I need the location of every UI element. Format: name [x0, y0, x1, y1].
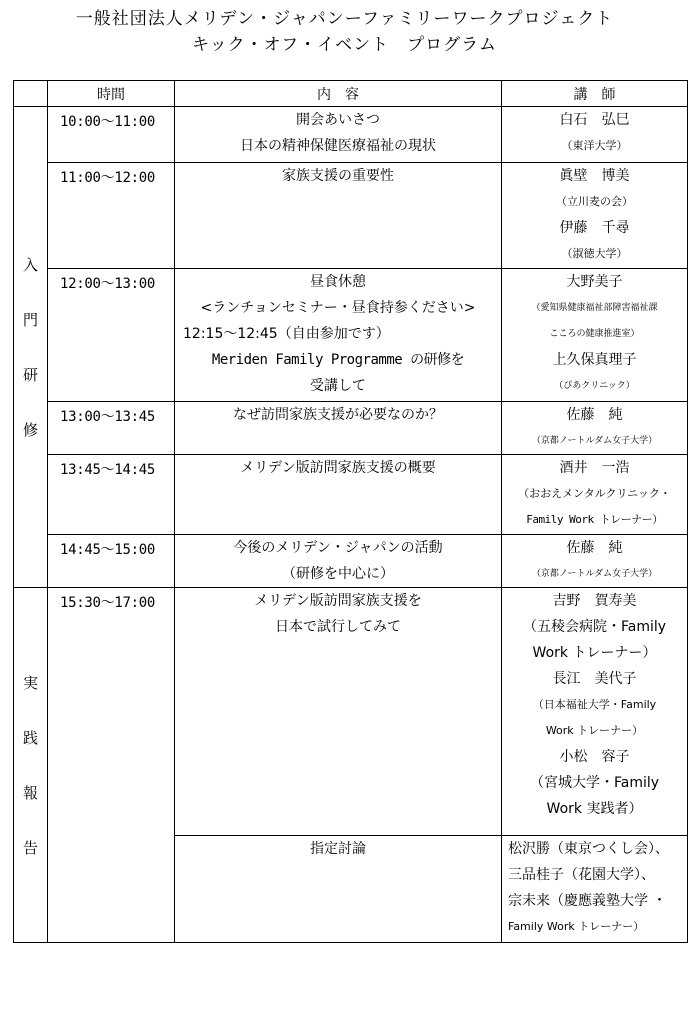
lecturer-cell: 大野美子 （愛知県健康福祉部障害福祉課 こころの健康推進室） 上久保真理子 （ぴあクリニック）: [502, 269, 688, 402]
header-lecturer: 講 師: [502, 81, 688, 107]
header-content: 内 容: [175, 81, 502, 107]
content-cell: 開会あいさつ 日本の精神保健医療福祉の現状: [175, 107, 502, 163]
content-cell: なぜ訪問家族支援が必要なのか？: [175, 402, 502, 455]
content-cell: メリデン版訪問家族支援の概要: [175, 455, 502, 535]
time-cell: 11:00～12:00: [48, 163, 175, 269]
document-subtitle: キック・オフ・イベント プログラム: [192, 35, 497, 55]
content-cell: 昼食休憩 <ランチョンセミナー・昼食持参ください> 12:15～12:45（自由参加です） Meriden Family Programme の研修を 受講して: [175, 269, 502, 402]
lecturer-cell: 白石 弘巳 （東洋大学）: [502, 107, 688, 163]
header-row: [14, 81, 688, 107]
time-cell: 13:00～13:45: [48, 402, 175, 455]
table-row: [14, 535, 688, 588]
lecturer-cell: 松沢勝（東京つくし会）、 三品桂子（花園大学）、 宗未来（慶應義塾大学 ・ Family Work トレーナー）: [502, 836, 688, 943]
section-intro-label: 入 門 研 修: [14, 107, 48, 588]
lecturer-cell: 酒井 一浩 （おおえメンタルクリニック・ Family Work トレーナー）: [502, 455, 688, 535]
time-cell: 15:30～17:00: [48, 588, 175, 943]
content-cell: 指定討論: [175, 836, 502, 943]
header-section: [14, 81, 48, 107]
time-cell: 12:00～13:00: [48, 269, 175, 402]
content-cell: 今後のメリデン・ジャパンの活動 （研修を中心に）: [175, 535, 502, 588]
table-row: [14, 588, 688, 836]
time-cell: 10:00～11:00: [48, 107, 175, 163]
content-cell: 家族支援の重要性: [175, 163, 502, 269]
time-cell: 14:45～15:00: [48, 535, 175, 588]
table-row: [14, 163, 688, 269]
section-practice-label: 実 践 報 告: [14, 588, 48, 943]
table-row: [14, 107, 688, 163]
lecturer-cell: 吉野 賀寿美 （五稜会病院・Family Work トレーナー） 長江 美代子 （日本福祉大学・Family Work トレーナー） 小松 容子 （宮城大学・Family Work 実践者）: [502, 588, 688, 836]
header-time: 時間: [48, 81, 175, 107]
program-table: [13, 80, 688, 943]
lecturer-cell: 眞壁 博美 （立川麦の会） 伊藤 千尋 （淑徳大学）: [502, 163, 688, 269]
lecturer-cell: 佐藤 純 （京都ノートルダム女子大学）: [502, 402, 688, 455]
document-title: 一般社団法人メリデン・ジャパンーファミリーワークプロジェクト: [75, 9, 614, 29]
time-cell: 13:45～14:45: [48, 455, 175, 535]
table-row: [14, 402, 688, 455]
table-row: [14, 455, 688, 535]
lecturer-cell: 佐藤 純 （京都ノートルダム女子大学）: [502, 535, 688, 588]
content-cell: メリデン版訪問家族支援を 日本で試行してみて: [175, 588, 502, 836]
table-row: [14, 269, 688, 402]
